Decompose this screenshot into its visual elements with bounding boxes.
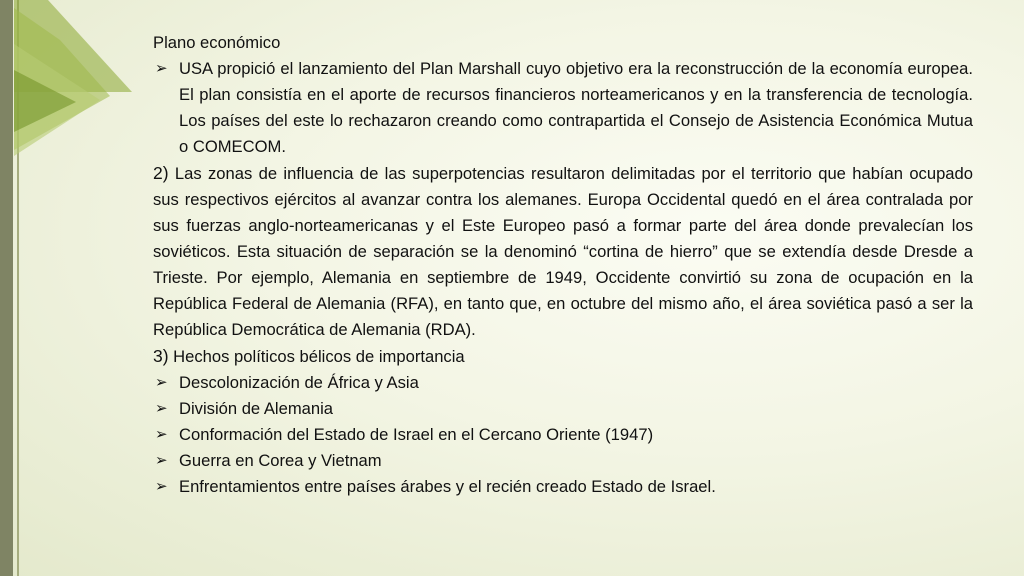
paragraph-2 xyxy=(153,160,973,343)
list-item xyxy=(153,370,973,396)
right-arrowhead-icon: ➢ xyxy=(155,426,168,443)
paragraph-3-number: 3) xyxy=(153,346,169,366)
right-arrowhead-icon: ➢ xyxy=(155,60,168,77)
right-arrowhead-icon: ➢ xyxy=(155,374,168,391)
list-item-text: Enfrentamientos entre países árabes y el recién creado Estado de Israel. xyxy=(179,477,716,496)
paragraph-2-number: 2) xyxy=(153,163,169,183)
decorative-arrows xyxy=(0,0,140,576)
list-item xyxy=(153,422,973,448)
paragraph-3-text: Hechos políticos bélicos de importancia xyxy=(168,347,465,366)
right-arrowhead-icon: ➢ xyxy=(155,400,168,417)
list-item-text: Guerra en Corea y Vietnam xyxy=(179,451,382,470)
bullet-marshall-text: USA propició el lanzamiento del Plan Marshall cuyo objetivo era la reconstrucción de la economía europea. El plan consistía en el aporte de recursos financieros norteamericanos y en la transferencia de tecnología. Los países del este lo rechazaron creando como contrapartida el Consejo de Asistencia Económica Mutua o COMECOM. xyxy=(179,59,973,156)
paragraph-3 xyxy=(153,343,973,370)
slide-content xyxy=(153,30,973,500)
list-item-text: Descolonización de África y Asia xyxy=(179,373,419,392)
list-item-text: División de Alemania xyxy=(179,399,334,418)
list-item-text: Conformación del Estado de Israel en el Cercano Oriente (1947) xyxy=(179,425,654,444)
list-item xyxy=(153,396,973,422)
list-item xyxy=(153,448,973,474)
paragraph-2-text: Las zonas de influencia de las superpotencias resultaron delimitadas por el territorio que habían ocupado sus respectivos ejércitos al avanzar contra los alemanes. Europa Occidental quedó en el área contralada por sus fuerzas anglo-norteamericanas y el Este Europeo pasó a formar parte del área donde prevalecían los soviéticos. Esta situación de separación se la denominó “cortina de hierro” que se extendía desde Dresde a Trieste. Por ejemplo, Alemania en septiembre de 1949, Occidente convirtió su zona de ocupación en la República Federal de Alemania (RFA), en tanto que, en octubre del mismo año, el área soviética pasó a ser la República Democrática de Alemania (RDA). xyxy=(153,164,973,339)
right-arrowhead-icon: ➢ xyxy=(155,478,168,495)
list-item xyxy=(153,474,973,500)
section-heading: Plano económico xyxy=(153,33,281,52)
right-arrowhead-icon: ➢ xyxy=(155,452,168,469)
bullet-marshall-plan xyxy=(153,56,973,160)
